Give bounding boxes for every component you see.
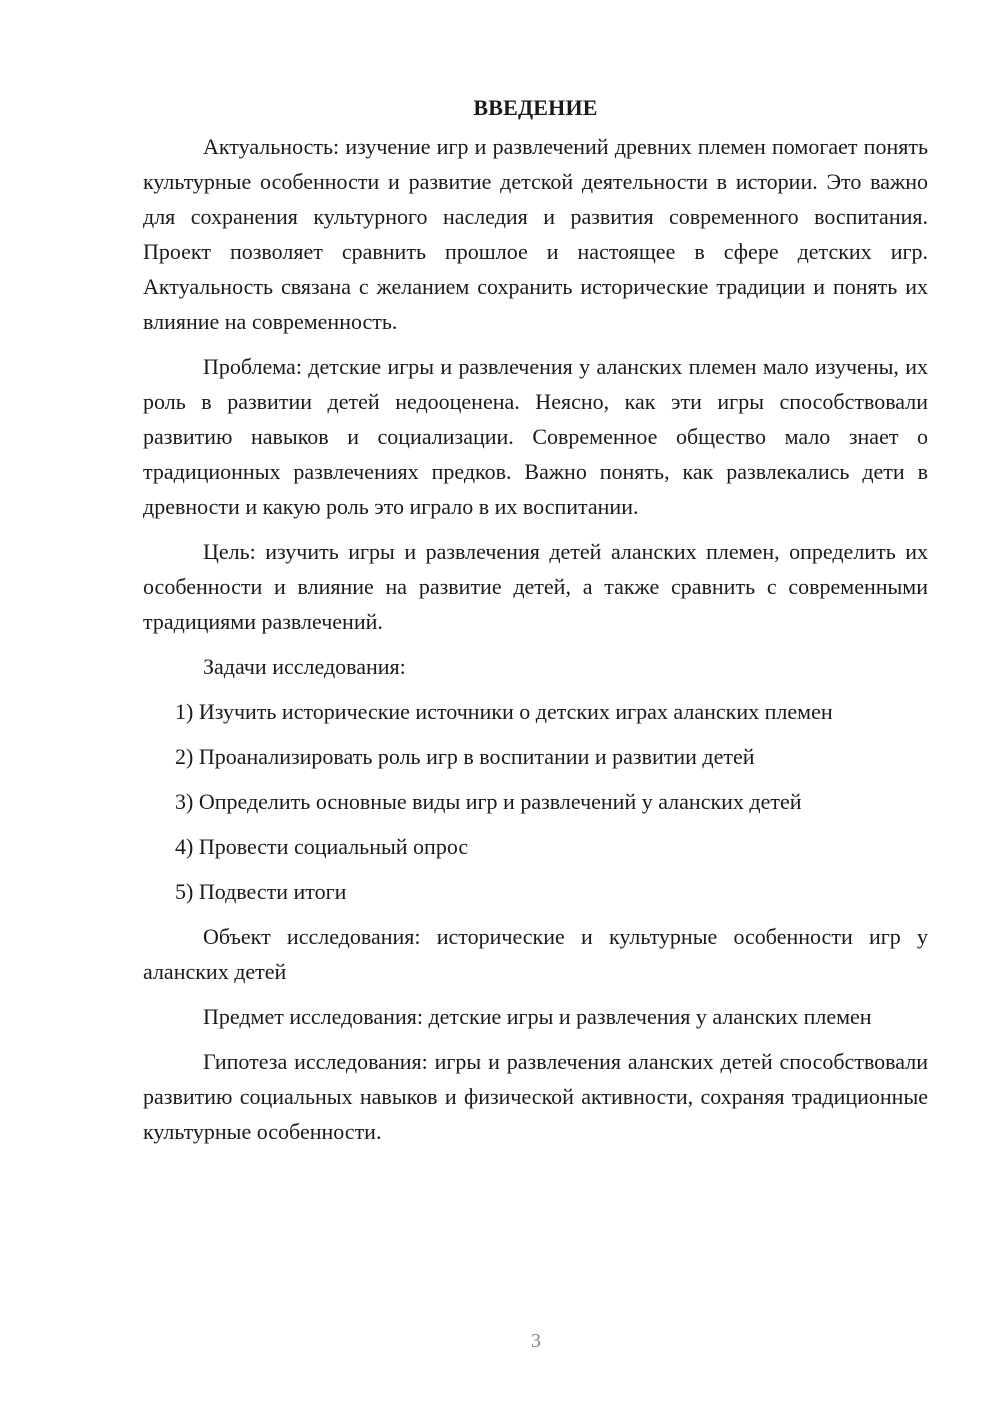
page-number: 3 <box>531 1330 541 1352</box>
paragraph-goal: Цель: изучить игры и развлечения детей аланских племен, определить их особенности и влияние на развитие детей, а также сравнить с современными традициями развлечений. <box>143 539 928 634</box>
paragraph-subject: Предмет исследования: детские игры и развлечения у аланских племен <box>203 1004 872 1029</box>
list-item: 4) Провести социальный опрос <box>175 834 469 859</box>
task-list <box>143 694 928 909</box>
paragraph-object: Объект исследования: исторические и культурные особенности игр у аланских детей <box>143 924 928 984</box>
tasks-heading: Задачи исследования: <box>203 654 406 679</box>
paragraph-problem: Проблема: детские игры и развлечения у аланских племен мало изучены, их роль в развитии детей недооценена. Неясно, как эти игры способствовали развитию навыков и социализации. Современное общество мало знает о традиционных развлечениях предков. Важно понять, как развлекались дети в древности и какую роль это играло в их воспитании. <box>143 354 928 519</box>
paragraph-relevance: Актуальность: изучение игр и развлечений древних племен помогает понять культурные особенности и развитие детской деятельности в истории. Это важно для сохранения культурного наследия и развития современного воспитания. Проект позволяет сравнить прошлое и настоящее в сфере детских игр. Актуальность связана с желанием сохранить исторические традиции и понять их влияние на современность. <box>143 134 928 334</box>
document-page <box>143 90 928 1159</box>
page-title: ВВЕДЕНИЕ <box>473 95 598 120</box>
list-item: 3) Определить основные виды игр и развлечений у аланских детей <box>175 789 802 814</box>
paragraph-hypothesis: Гипотеза исследования: игры и развлечения аланских детей способствовали развитию социальных навыков и физической активности, сохраняя традиционные культурные особенности. <box>143 1049 928 1144</box>
list-item: 1) Изучить исторические источники о детских играх аланских племен <box>175 699 833 724</box>
list-item: 2) Проанализировать роль игр в воспитании и развитии детей <box>175 744 755 769</box>
list-item: 5) Подвести итоги <box>175 879 347 904</box>
